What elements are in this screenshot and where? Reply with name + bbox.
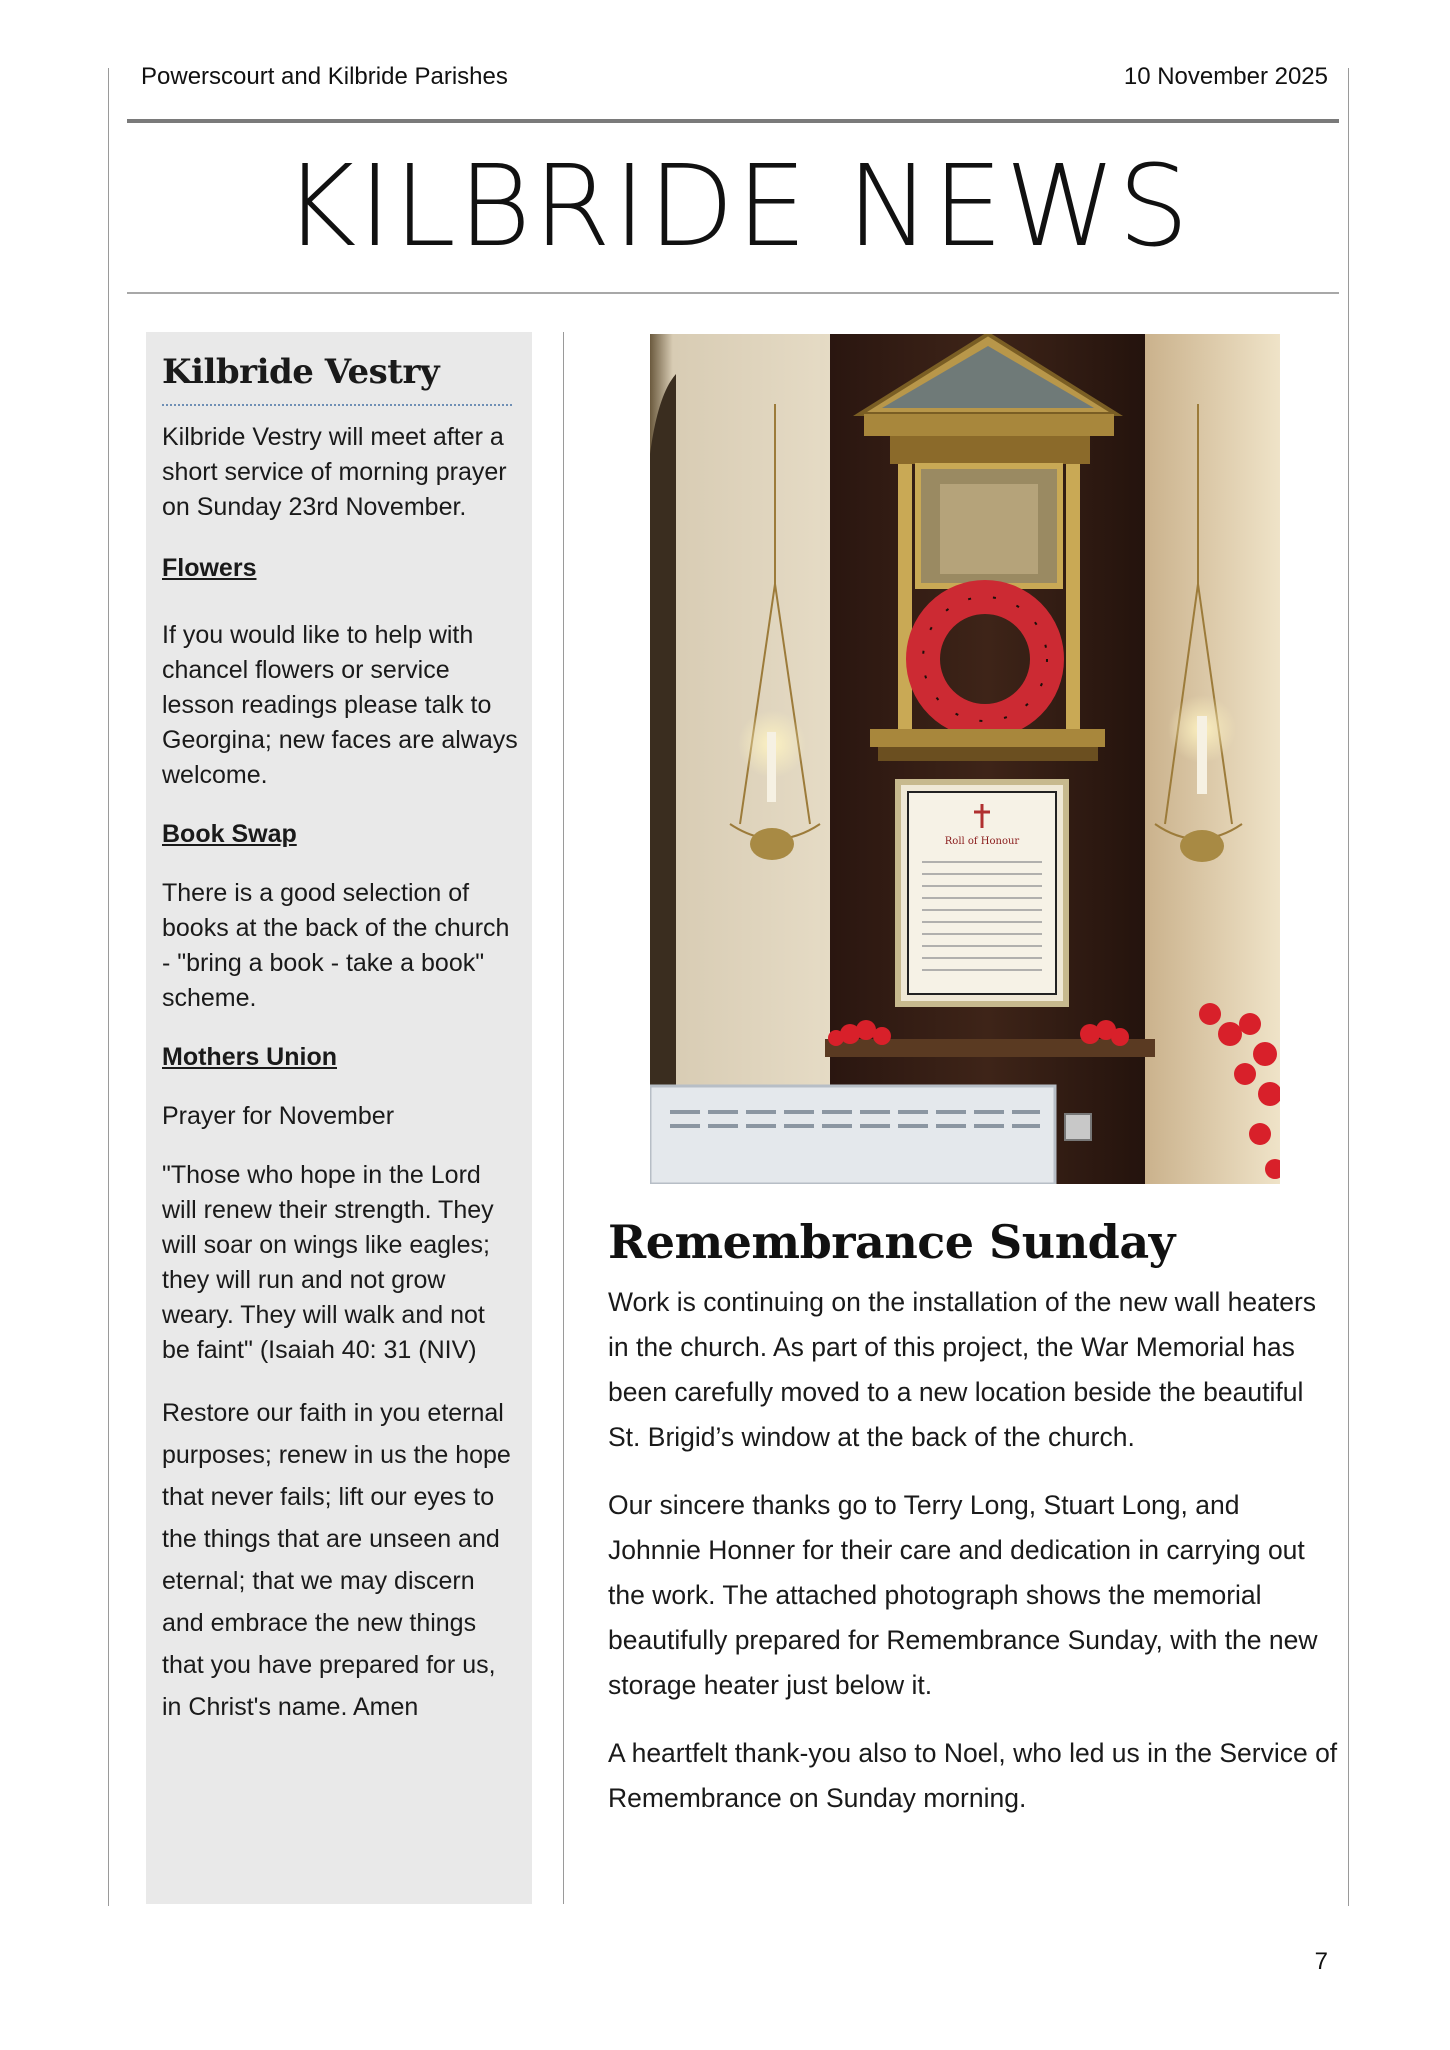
mu-prayer-subtitle: Prayer for November [162,1102,395,1130]
vestry-text: Kilbride Vestry will meet after a short service of morning prayer on Sunday 23rd November. [162,423,507,521]
right-frame-line [1348,68,1349,1906]
flowers-text: If you would like to help with chancel flowers or service lesson readings please talk to Georgina; new faces are always welcome. [162,621,518,789]
article-title: Remembrance Sunday [608,1215,1175,1269]
roll-of-honour-label: Roll of Honour [944,836,1020,847]
parish-name: Powerscourt and Kilbride Parishes [141,63,508,90]
issue-date: 10 November 2025 [1123,63,1328,90]
article-paragraph-1: Work is continuing on the installation of the new wall heaters in the church. As part of this project, the War Memorial has been carefully moved to a new location beside the beautiful St. Brigid’s window at the back of the church. [608,1287,1317,1452]
flowers-heading: Flowers [162,554,257,582]
vestry-heading: Kilbride Vestry [162,352,440,392]
header-rule [127,119,1339,123]
article-paragraph-3: A heartfelt thank-you also to Noel, who led us in the Service of Remembrance on Sunday morning. [608,1738,1338,1813]
mu-quote: "Those who hope in the Lord will renew their strength. They will soar on wings like eagles; they will run and not grow weary. They will walk and not be faint" (Isaiah 40: 31 (NIV) [162,1161,494,1364]
mu-prayer: Restore our faith in you eternal purposes; renew in us the hope that never fails; lift our eyes to the things that are unseen and eternal; that we may discern and embrace the new things that you have prepared for us, in Christ's name. Amen [162,1399,511,1721]
war-memorial-photo [650,334,1280,1184]
mothers-union-heading: Mothers Union [162,1043,337,1071]
page-number: 7 [1314,1948,1328,1975]
bookswap-text: There is a good selection of books at the back of the church - "bring a book - take a book" scheme. [162,879,510,1012]
masthead-title: KILBRIDE NEWS [282,142,1192,272]
article-paragraph-2: Our sincere thanks go to Terry Long, Stuart Long, and Johnnie Honner for their care and dedication in carrying out the work. The attached photograph shows the memorial beautifully prepared for Remembrance Sunday, with the new storage heater just below it. [608,1490,1318,1700]
column-divider [563,332,564,1904]
article-body [608,1280,1338,1844]
dotted-divider [162,404,512,406]
storage-heater [650,1086,1055,1184]
sidebar-panel [146,332,532,1904]
left-frame-line [108,68,109,1906]
bookswap-heading: Book Swap [162,820,297,848]
masthead-rule [127,292,1339,294]
